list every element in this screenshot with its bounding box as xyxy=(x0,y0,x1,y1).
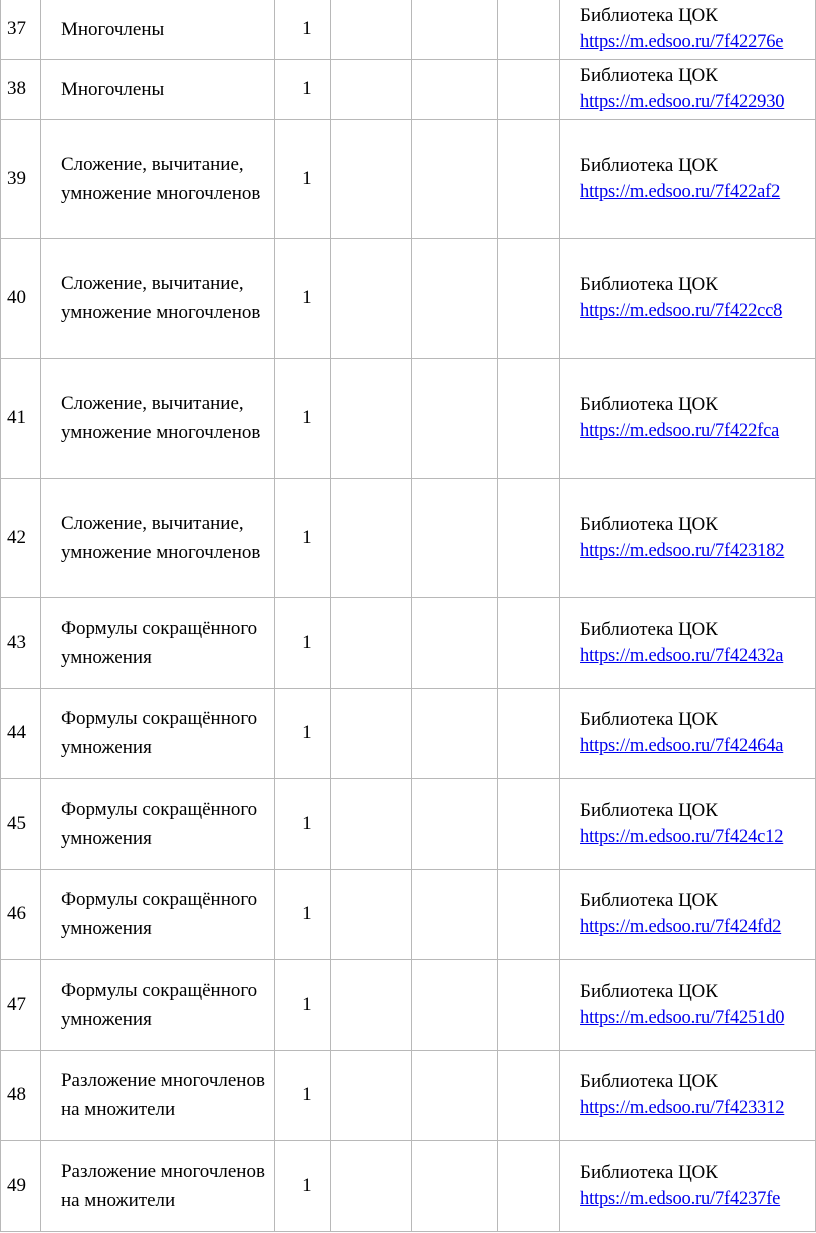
lesson-hours: 1 xyxy=(274,1140,330,1231)
table-row xyxy=(1,238,816,358)
lesson-topic: Многочлены xyxy=(40,59,274,119)
resource-cell xyxy=(560,1140,816,1231)
empty-cell xyxy=(498,119,560,238)
empty-cell xyxy=(498,1050,560,1140)
empty-cell xyxy=(330,1050,412,1140)
lesson-hours: 1 xyxy=(274,478,330,597)
resource-link[interactable]: https://m.edsoo.ru/7f424fd2 xyxy=(580,917,782,937)
resource-library: Библиотека ЦОК xyxy=(580,154,718,176)
resource-library: Библиотека ЦОК xyxy=(580,1161,718,1183)
lesson-number: 48 xyxy=(1,1050,41,1140)
resource-cell xyxy=(560,688,816,778)
resource-cell xyxy=(560,358,816,478)
empty-cell xyxy=(498,959,560,1050)
empty-cell xyxy=(498,1140,560,1231)
resource-cell xyxy=(560,0,816,59)
empty-cell xyxy=(412,869,498,959)
empty-cell xyxy=(412,358,498,478)
lesson-hours: 1 xyxy=(274,238,330,358)
table-row xyxy=(1,778,816,869)
resource-cell xyxy=(560,869,816,959)
resource-cell xyxy=(560,238,816,358)
lesson-topic: Многочлены xyxy=(40,0,274,59)
lesson-topic: Разложение многочленов на множители xyxy=(40,1140,274,1231)
resource-link[interactable]: https://m.edsoo.ru/7f422fca xyxy=(580,421,780,441)
empty-cell xyxy=(498,358,560,478)
resource-library: Библиотека ЦОК xyxy=(580,1071,718,1092)
lesson-number: 45 xyxy=(1,778,41,869)
lesson-topic: Формулы сокращённого умножения xyxy=(40,688,274,778)
table-row xyxy=(1,688,816,778)
resource-link[interactable]: https://m.edsoo.ru/7f4251d0 xyxy=(580,1007,785,1028)
resource-link[interactable]: https://m.edsoo.ru/7f423182 xyxy=(580,540,785,561)
empty-cell xyxy=(412,0,498,59)
empty-cell xyxy=(330,478,412,597)
lesson-number: 40 xyxy=(1,238,41,358)
resource-library: Библиотека ЦОК xyxy=(580,890,718,911)
resource-library: Библиотека ЦОК xyxy=(580,709,718,730)
empty-cell xyxy=(330,597,412,688)
resource-cell xyxy=(560,959,816,1050)
resource-library: Библиотека ЦОК xyxy=(580,274,718,295)
empty-cell xyxy=(412,597,498,688)
empty-cell xyxy=(330,358,412,478)
lesson-topic: Сложение, вычитание, умножение многочленов xyxy=(40,478,274,597)
empty-cell xyxy=(330,0,412,59)
empty-cell xyxy=(498,869,560,959)
table-row xyxy=(1,959,816,1050)
lesson-number: 49 xyxy=(1,1140,41,1231)
lesson-topic: Формулы сокращённого умножения xyxy=(40,597,274,688)
resource-library: Библиотека ЦОК xyxy=(580,618,718,640)
lesson-hours: 1 xyxy=(274,59,330,119)
empty-cell xyxy=(412,1050,498,1140)
resource-library: Библиотека ЦОК xyxy=(580,65,718,86)
empty-cell xyxy=(330,688,412,778)
lesson-hours: 1 xyxy=(274,119,330,238)
lesson-hours: 1 xyxy=(274,778,330,869)
lesson-hours: 1 xyxy=(274,1050,330,1140)
lesson-number: 37 xyxy=(1,0,41,59)
empty-cell xyxy=(412,959,498,1050)
resource-library: Библиотека ЦОК xyxy=(580,513,718,535)
lesson-topic: Сложение, вычитание, умножение многочленов xyxy=(40,119,274,238)
lesson-hours: 1 xyxy=(274,0,330,59)
empty-cell xyxy=(498,688,560,778)
empty-cell xyxy=(498,778,560,869)
empty-cell xyxy=(330,869,412,959)
resource-cell xyxy=(560,778,816,869)
lesson-number: 38 xyxy=(1,59,41,119)
empty-cell xyxy=(498,238,560,358)
empty-cell xyxy=(412,478,498,597)
empty-cell xyxy=(330,59,412,119)
resource-link[interactable]: https://m.edsoo.ru/7f42432a xyxy=(580,645,784,666)
empty-cell xyxy=(330,778,412,869)
empty-cell xyxy=(412,119,498,238)
lesson-hours: 1 xyxy=(274,597,330,688)
resource-library: Библиотека ЦОК xyxy=(580,394,718,415)
table-body xyxy=(1,0,816,1231)
lesson-number: 39 xyxy=(1,119,41,238)
lesson-topic: Сложение, вычитание, умножение многочленов xyxy=(40,238,274,358)
lesson-hours: 1 xyxy=(274,358,330,478)
lesson-topic: Формулы сокращённого умножения xyxy=(40,869,274,959)
lesson-number: 44 xyxy=(1,688,41,778)
resource-cell xyxy=(560,1050,816,1140)
table-row xyxy=(1,358,816,478)
resource-link[interactable]: https://m.edsoo.ru/7f422cc8 xyxy=(580,301,783,321)
table-row xyxy=(1,1140,816,1231)
lesson-hours: 1 xyxy=(274,959,330,1050)
table-row xyxy=(1,478,816,597)
resource-link[interactable]: https://m.edsoo.ru/7f4237fe xyxy=(580,1188,781,1209)
empty-cell xyxy=(412,238,498,358)
table-row xyxy=(1,1050,816,1140)
lesson-topic: Сложение, вычитание, умножение многочленов xyxy=(40,358,274,478)
empty-cell xyxy=(498,59,560,119)
empty-cell xyxy=(330,119,412,238)
empty-cell xyxy=(330,238,412,358)
lesson-number: 41 xyxy=(1,358,41,478)
empty-cell xyxy=(330,959,412,1050)
lesson-number: 42 xyxy=(1,478,41,597)
empty-cell xyxy=(498,597,560,688)
resource-cell xyxy=(560,119,816,238)
resource-link[interactable]: https://m.edsoo.ru/7f42464a xyxy=(580,736,784,756)
resource-cell xyxy=(560,597,816,688)
lesson-number: 47 xyxy=(1,959,41,1050)
resource-link[interactable]: https://m.edsoo.ru/7f424c12 xyxy=(580,826,784,847)
lesson-topic: Формулы сокращённого умножения xyxy=(40,959,274,1050)
resource-library: Библиотека ЦОК xyxy=(580,5,718,27)
resource-link[interactable]: https://m.edsoo.ru/7f422930 xyxy=(580,92,785,112)
lesson-number: 46 xyxy=(1,869,41,959)
resource-link[interactable]: https://m.edsoo.ru/7f423312 xyxy=(580,1098,785,1118)
empty-cell xyxy=(412,688,498,778)
lesson-topic: Разложение многочленов на множители xyxy=(40,1050,274,1140)
empty-cell xyxy=(498,0,560,59)
lesson-hours: 1 xyxy=(274,869,330,959)
empty-cell xyxy=(498,478,560,597)
empty-cell xyxy=(412,59,498,119)
table-row xyxy=(1,0,816,59)
resource-cell xyxy=(560,478,816,597)
table-row xyxy=(1,119,816,238)
resource-library: Библиотека ЦОК xyxy=(580,980,718,1002)
table-row xyxy=(1,597,816,688)
empty-cell xyxy=(412,1140,498,1231)
empty-cell xyxy=(330,1140,412,1231)
resource-library: Библиотека ЦОК xyxy=(580,799,718,821)
table-row xyxy=(1,59,816,119)
resource-cell xyxy=(560,59,816,119)
table-row xyxy=(1,869,816,959)
resource-link[interactable]: https://m.edsoo.ru/7f42276e xyxy=(580,32,784,53)
lesson-topic: Формулы сокращённого умножения xyxy=(40,778,274,869)
lesson-hours: 1 xyxy=(274,688,330,778)
empty-cell xyxy=(412,778,498,869)
resource-link[interactable]: https://m.edsoo.ru/7f422af2 xyxy=(580,181,781,202)
lesson-number: 43 xyxy=(1,597,41,688)
